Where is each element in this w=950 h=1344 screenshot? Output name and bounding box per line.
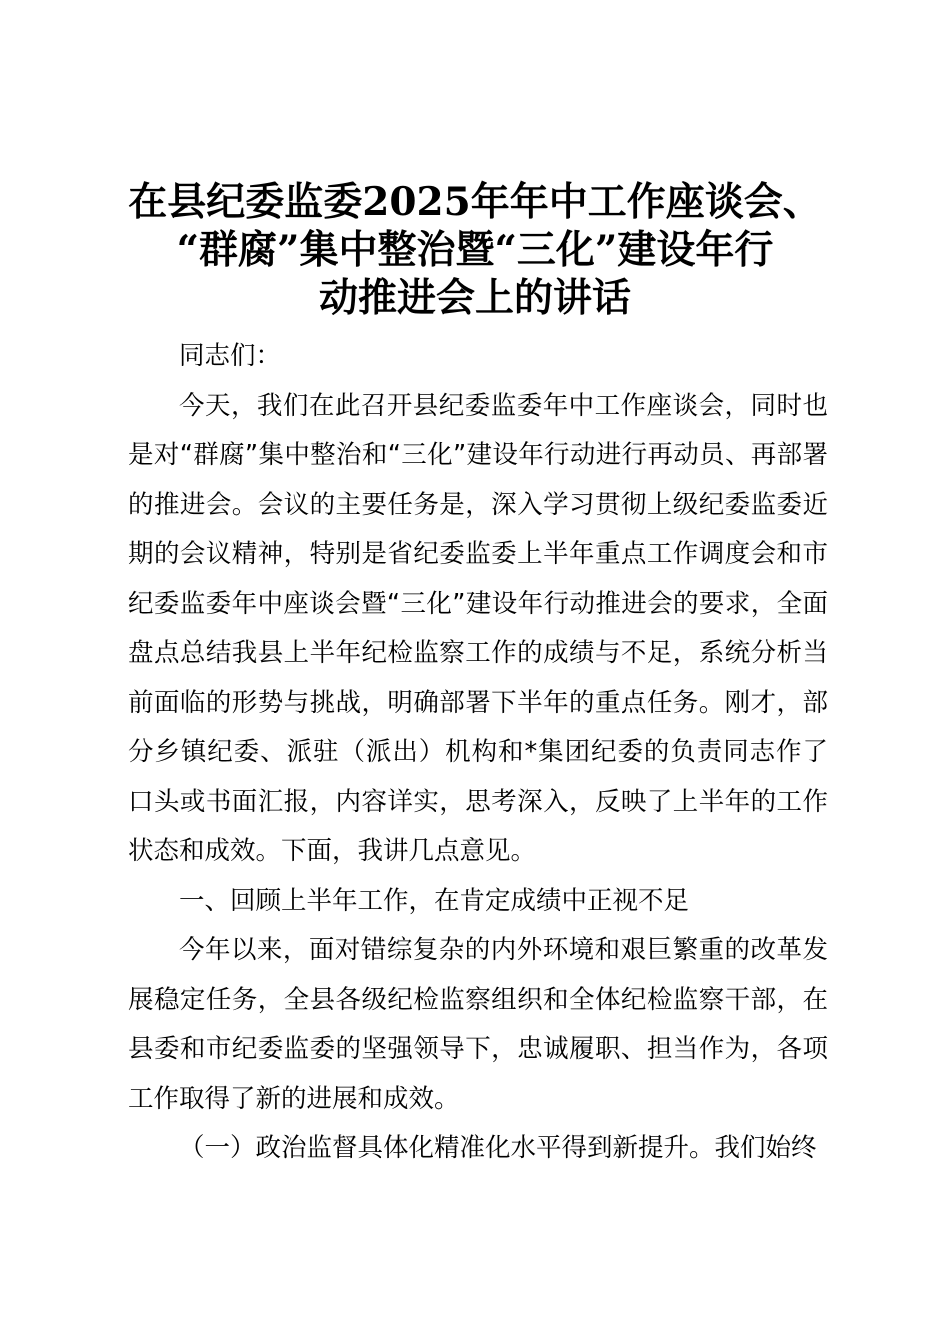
title-line: 在县纪委监委2025年年中工作座谈会、 [128, 179, 822, 225]
document-title [100, 178, 850, 322]
subsection-heading: （一）政治监督具体化精准化水平得到新提升。我们始终 [179, 1133, 817, 1163]
title-line: “群腐”集中整治暨“三化”建设年行 [176, 227, 774, 273]
document-body [128, 332, 828, 1174]
paragraph-opening: 今天，我们在此召开县纪委监委年中工作座谈会，同时也是对“群腐”集中整治和“三化”建设年行动进行再动员、再部署的推进会。会议的主要任务是，深入学习贯彻上级纪委监委近期的会议精神，特别是省纪委监委上半年重点工作调度会和市纪委监委年中座谈会暨“三化”建设年行动推进会的要求，全面盘点总结我县上半年纪检监察工作的成绩与不足，系统分析当前面临的形势与挑战，明确部署下半年的重点任务。刚才，部分乡镇纪委、派驻（派出）机构和*集团纪委的负责同志作了口头或书面汇报，内容详实，思考深入，反映了上半年的工作状态和成效。下面，我讲几点意见。 [128, 390, 828, 866]
title-line: 动推进会上的讲话 [318, 275, 631, 321]
salutation: 同志们： [179, 341, 282, 371]
section-heading: 一、回顾上半年工作，在肯定成绩中正视不足 [179, 885, 690, 916]
paragraph-review: 今年以来，面对错综复杂的内外环境和艰巨繁重的改革发展稳定任务，全县各级纪检监察组织和全体纪检监察干部，在县委和市纪委监委的坚强领导下，忠诚履职、担当作为，各项工作取得了新的进展和成效。 [128, 935, 828, 1114]
